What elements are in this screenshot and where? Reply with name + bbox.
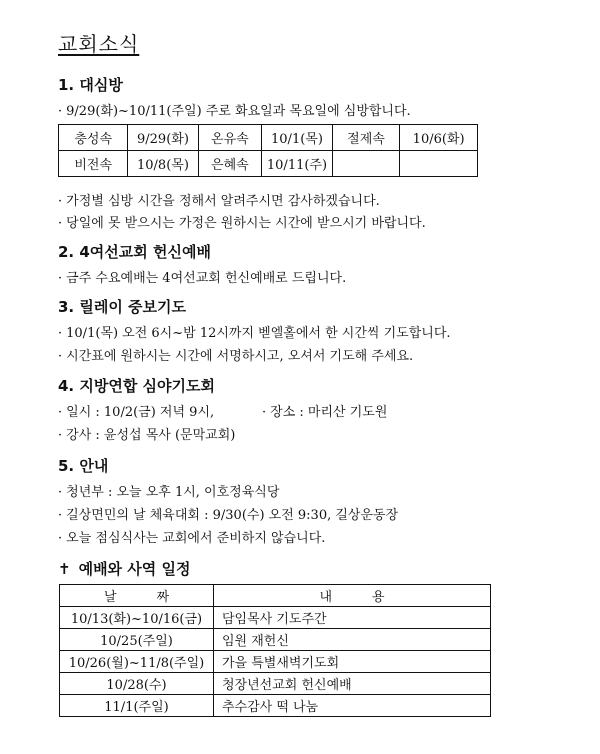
table-cell: 10/1(목) <box>262 125 333 151</box>
schedule-content: 추수감사 떡 나눔 <box>214 695 491 717</box>
table-cell: 충성속 <box>59 125 128 151</box>
table-cell: 은혜속 <box>198 151 262 177</box>
table-row <box>60 607 491 629</box>
schedule-date: 10/13(화)~10/16(금) <box>60 607 214 629</box>
table-cell: 9/29(화) <box>128 125 198 151</box>
notice-line: · 길상면민의 날 체육대회 : 9/30(수) 오전 9:30, 길상운동장 <box>58 508 399 523</box>
table-cell: 온유속 <box>198 125 262 151</box>
schedule-date: 10/28(수) <box>60 673 214 695</box>
table-row <box>59 151 478 177</box>
schedule-heading: ✝ 예배와 사역 일정 <box>58 560 191 578</box>
visit-note: · 가정별 심방 시간을 정해서 알려주시면 감사하겠습니다. <box>58 194 380 209</box>
table-cell <box>400 151 478 177</box>
table-row <box>60 673 491 695</box>
table-row <box>59 125 478 151</box>
schedule-date: 10/26(월)~11/8(주일) <box>60 651 214 673</box>
night-date: · 일시 : 10/2(금) 저녁 9시, <box>58 405 215 420</box>
women-line: · 금주 수요예배는 4여선교회 헌신예배로 드립니다. <box>58 271 347 286</box>
table-cell: 절제속 <box>332 125 400 151</box>
header-content: 내용 <box>214 585 491 607</box>
schedule-content: 청장년선교회 헌신예배 <box>214 673 491 695</box>
table-row <box>60 695 491 717</box>
visit-table <box>58 124 478 177</box>
schedule-date: 10/25(주일) <box>60 629 214 651</box>
visit-note: · 당일에 못 받으시는 가정은 원하시는 시간에 받으시기 바랍니다. <box>58 216 426 231</box>
notice-line: · 청년부 : 오늘 오후 1시, 이호정육식당 <box>58 485 280 500</box>
relay-line: · 시간표에 원하시는 시간에 서명하시고, 오셔서 기도해 주세요. <box>58 349 414 364</box>
notice-line: · 오늘 점심식사는 교회에서 준비하지 않습니다. <box>58 531 326 546</box>
section-heading-notice: 5. 안내 <box>58 457 109 475</box>
table-cell: 10/6(화) <box>400 125 478 151</box>
section-heading-women: 2. 4여선교회 헌신예배 <box>58 243 211 261</box>
table-header-row <box>60 585 491 607</box>
bullet: · <box>58 104 63 119</box>
table-cell: 10/11(주) <box>262 151 333 177</box>
schedule-table <box>59 584 491 717</box>
night-speaker: · 강사 : 윤성섭 목사 (문막교회) <box>58 428 236 443</box>
header-date: 날짜 <box>60 585 214 607</box>
table-cell <box>332 151 400 177</box>
table-cell: 비전속 <box>59 151 128 177</box>
table-row <box>60 629 491 651</box>
table-row <box>60 651 491 673</box>
section-heading-visit: 1. 대심방 <box>58 76 123 94</box>
schedule-content: 임원 재헌신 <box>214 629 491 651</box>
table-cell: 10/8(목) <box>128 151 198 177</box>
visit-intro: · 9/29(화)~10/11(주일) 주로 화요일과 목요일에 심방합니다. <box>58 104 411 119</box>
section-heading-night: 4. 지방연합 심야기도회 <box>58 377 215 395</box>
schedule-content: 가을 특별새벽기도회 <box>214 651 491 673</box>
schedule-content: 담임목사 기도주간 <box>214 607 491 629</box>
night-place: · 장소 : 마리산 기도원 <box>262 405 388 420</box>
schedule-date: 11/1(주일) <box>60 695 214 717</box>
section-heading-relay: 3. 릴레이 중보기도 <box>58 298 187 316</box>
relay-line: · 10/1(목) 오전 6시~밤 12시까지 벧엘홀에서 한 시간씩 기도합니다. <box>58 326 451 341</box>
page-title: 교회소식 <box>58 32 140 56</box>
cross-icon: ✝ <box>58 560 71 578</box>
